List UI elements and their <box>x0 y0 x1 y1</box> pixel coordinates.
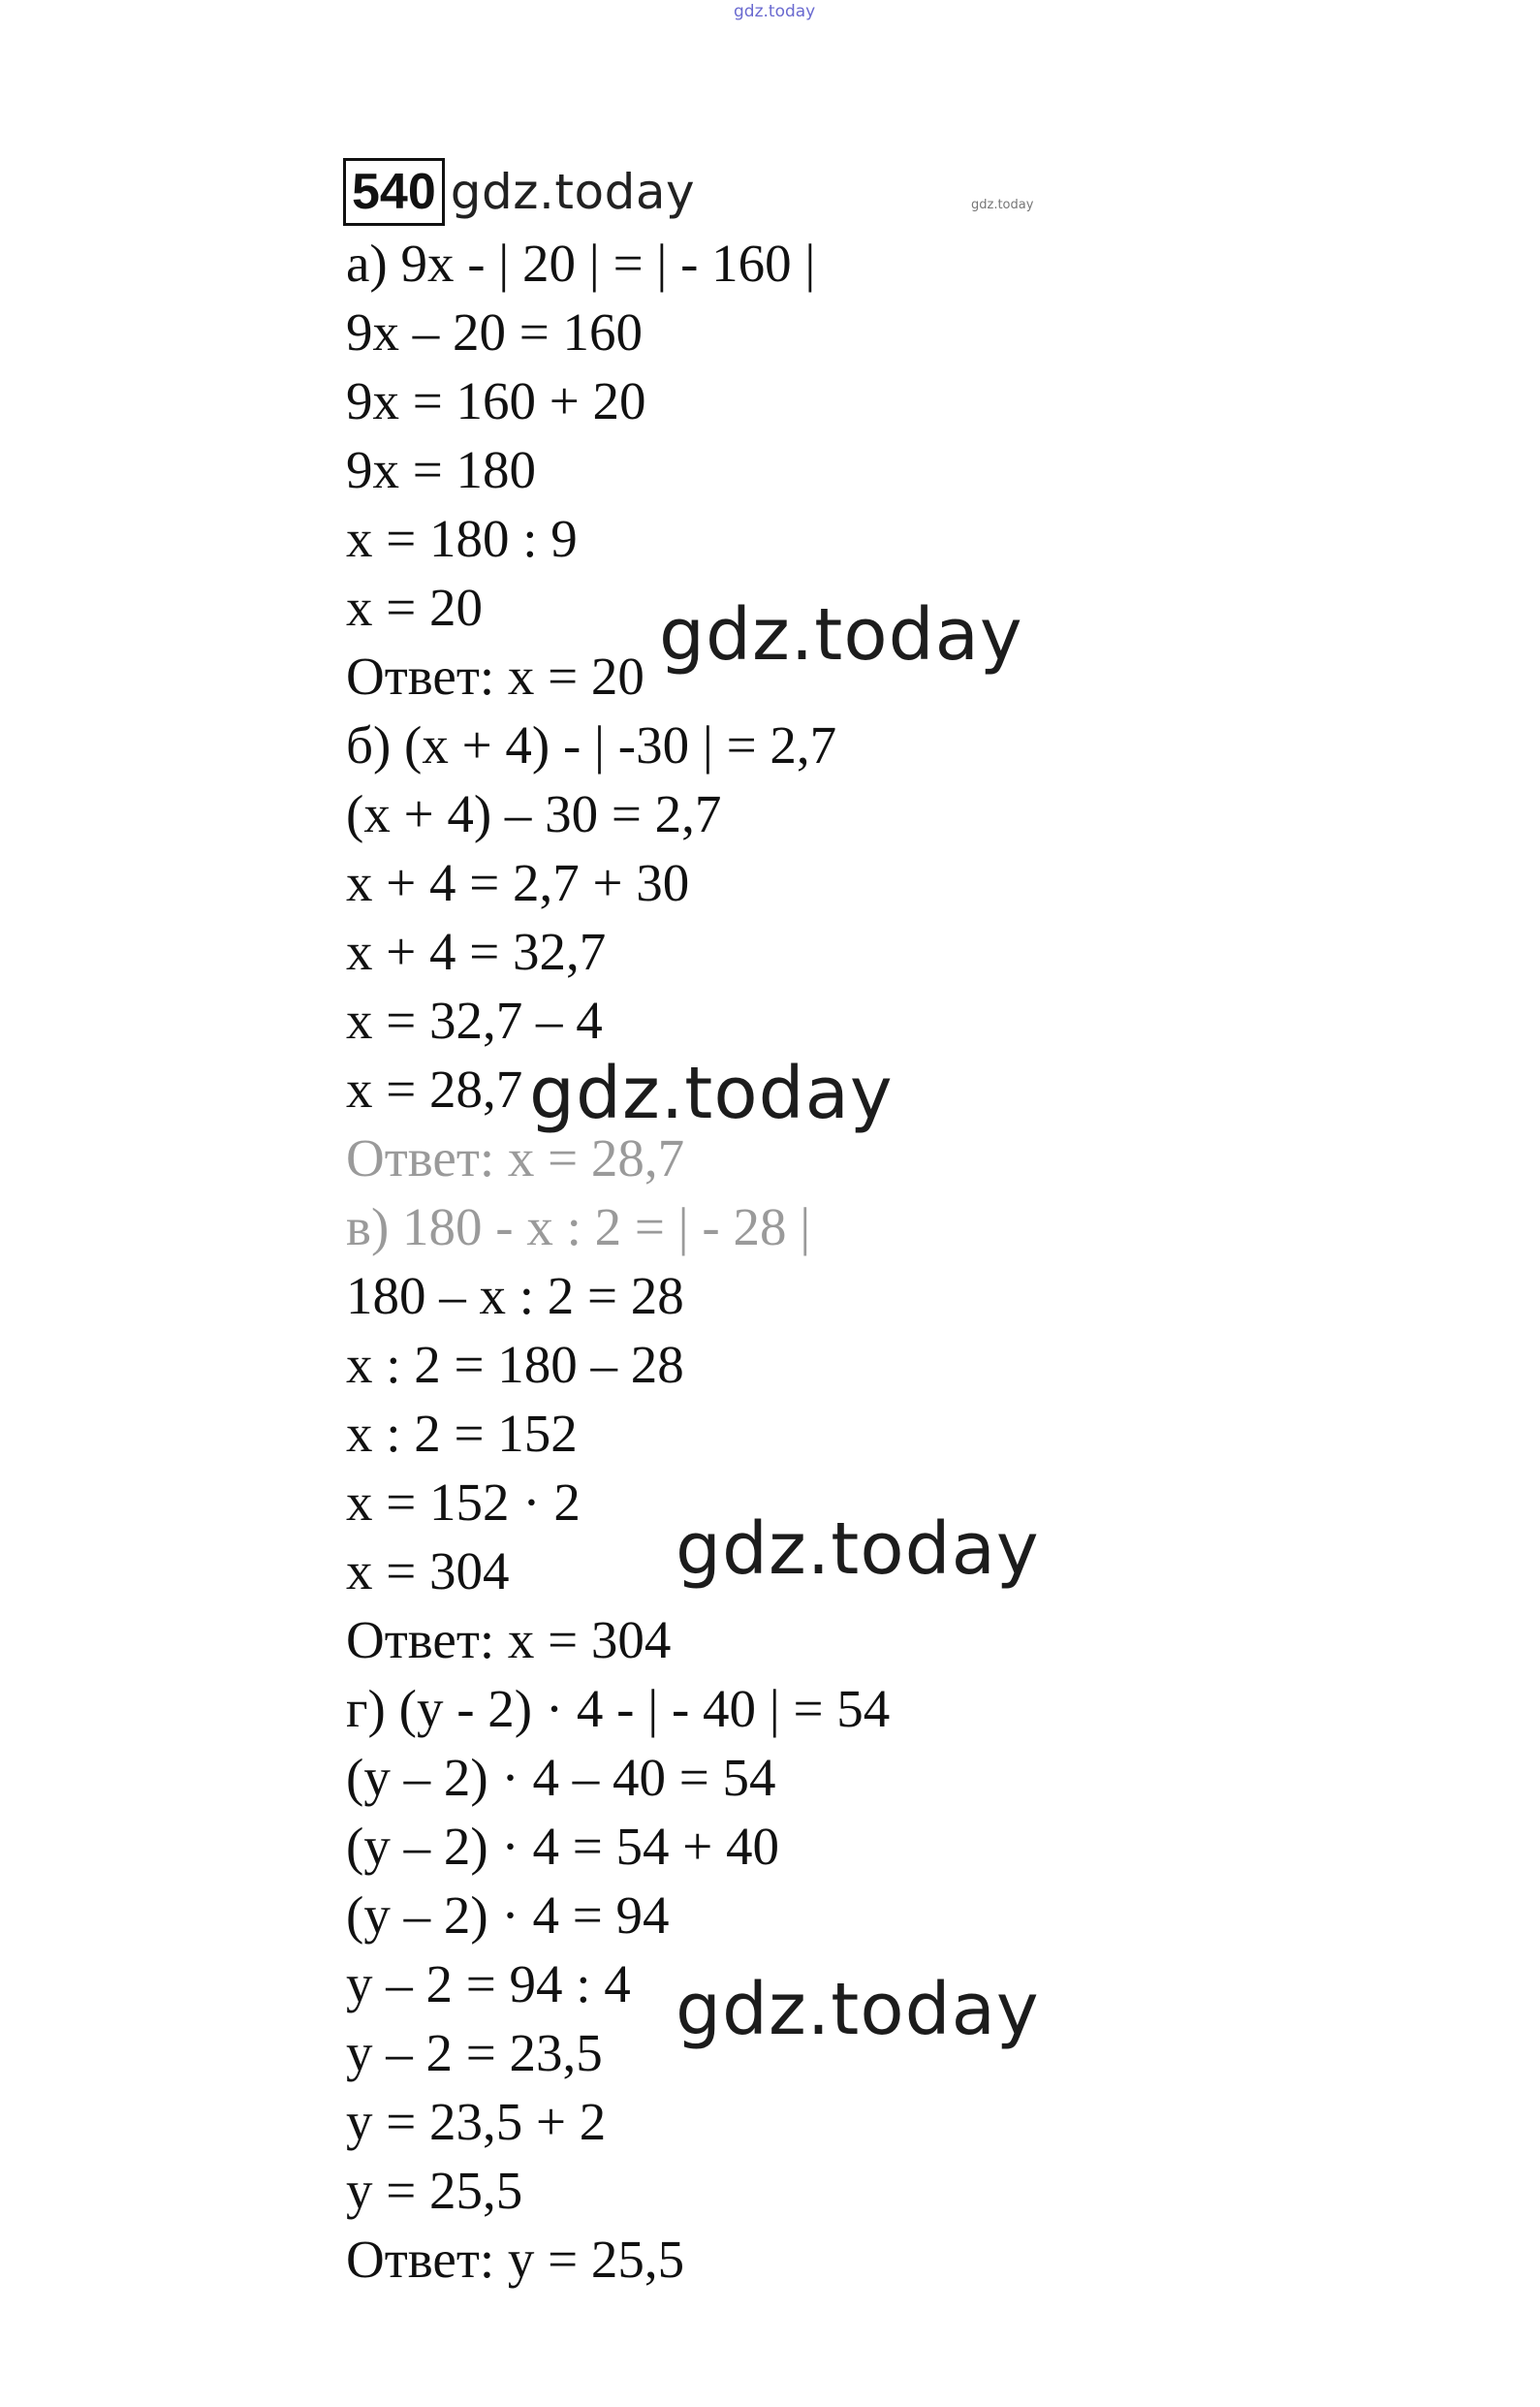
solution-line: x + 4 = 32,7 <box>346 922 607 981</box>
watermark: gdz.today <box>529 1052 894 1135</box>
answer-line: Ответ: x = 28,7 <box>346 1128 685 1188</box>
small-watermark: gdz.today <box>971 198 1034 212</box>
solution-line: x = 304 <box>346 1541 510 1600</box>
solution-line: (y – 2) · 4 = 54 + 40 <box>346 1817 779 1876</box>
answer-line: Ответ: y = 25,5 <box>346 2230 685 2289</box>
answer-line: Ответ: x = 304 <box>346 1610 672 1669</box>
solution-line: x + 4 = 2,7 + 30 <box>346 853 690 912</box>
watermark: gdz.today <box>659 593 1023 677</box>
solution-line: (y – 2) · 4 – 40 = 54 <box>346 1748 776 1807</box>
task-header <box>343 158 695 226</box>
top-watermark: gdz.today <box>734 2 816 21</box>
solution-line: 180 – x : 2 = 28 <box>346 1266 684 1325</box>
solution-line: x = 28,7 <box>346 1060 523 1119</box>
solution-line: а) 9x - | 20 | = | - 160 | <box>346 234 816 293</box>
solution-line: x : 2 = 152 <box>346 1404 578 1463</box>
solution-line: 9x = 160 + 20 <box>346 371 646 430</box>
answer-line: Ответ: x = 20 <box>346 647 644 706</box>
solution-line: 9x = 180 <box>346 440 537 499</box>
task-number: 540 <box>343 158 445 226</box>
solution-line: г) (y - 2) · 4 - | - 40 | = 54 <box>346 1679 891 1738</box>
solution-line: y = 25,5 <box>346 2161 523 2220</box>
watermark: gdz.today <box>676 1968 1040 2051</box>
solution-line: x = 32,7 – 4 <box>346 991 603 1050</box>
solution-line: x : 2 = 180 – 28 <box>346 1335 684 1394</box>
solution-line: (y – 2) · 4 = 94 <box>346 1885 670 1945</box>
solution-line: (x + 4) – 30 = 2,7 <box>346 784 722 843</box>
watermark: gdz.today <box>676 1507 1040 1591</box>
solution-line: y = 23,5 + 2 <box>346 2092 607 2151</box>
solution-line: в) 180 - x : 2 = | - 28 | <box>346 1197 811 1256</box>
solution-line: x = 20 <box>346 578 484 637</box>
solution-line: б) (x + 4) - | -30 | = 2,7 <box>346 715 837 775</box>
solution-line: x = 152 · 2 <box>346 1473 581 1532</box>
solution-line: x = 180 : 9 <box>346 509 578 568</box>
header-watermark: gdz.today <box>450 164 696 220</box>
solution-line: 9x – 20 = 160 <box>346 302 644 362</box>
solution-line: y – 2 = 94 : 4 <box>346 1954 631 2013</box>
solution-line: y – 2 = 23,5 <box>346 2023 603 2082</box>
